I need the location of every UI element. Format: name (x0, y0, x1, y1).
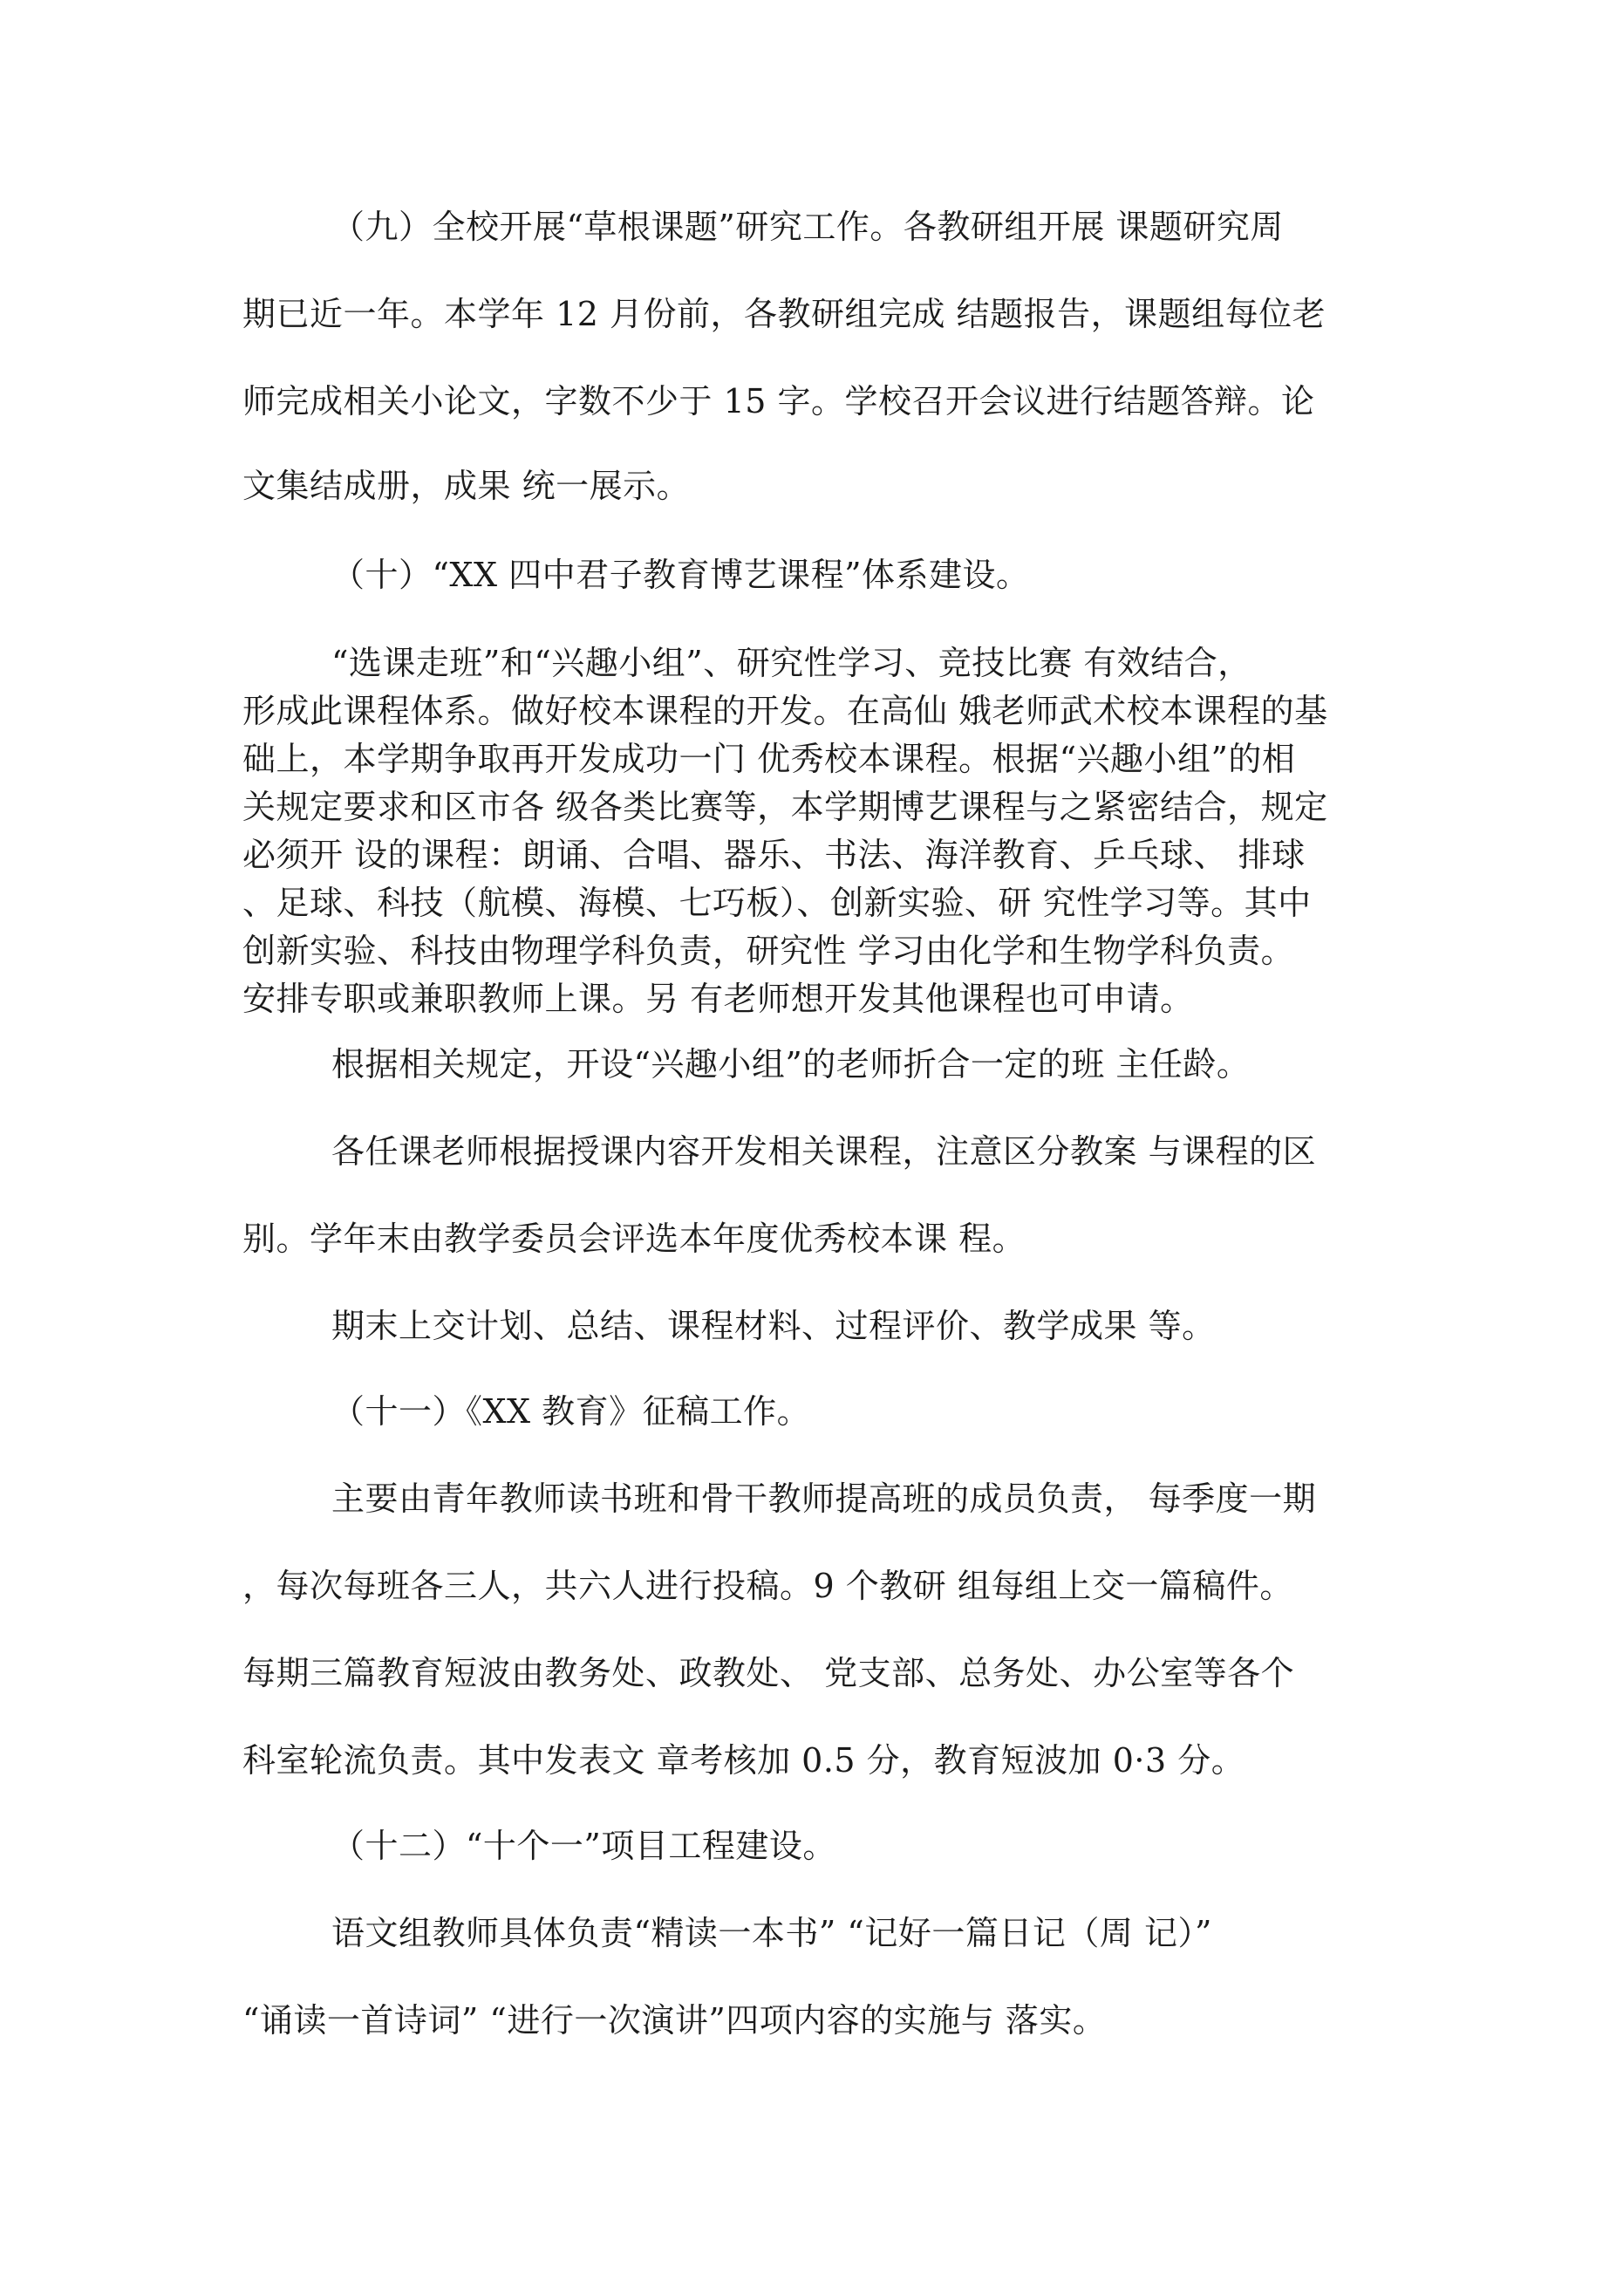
text-line: 必须开 设的课程：朗诵、合唱、器乐、书法、海洋教育、乒乓球、 排球 (242, 836, 1306, 874)
text-line: 期末上交计划、总结、课程材料、过程评价、教学成果 等。 (331, 1307, 1216, 1345)
text-line: 关规定要求和区市各 级各类比赛等，本学期博艺课程与之紧密结合，规定 (242, 788, 1328, 826)
text-line: 形成此课程体系。做好校本课程的开发。在高仙 娥老师武术校本课程的基 (242, 692, 1328, 730)
text-line: 别。学年末由教学委员会评选本年度优秀校本课 程。 (242, 1220, 1026, 1258)
text-line: 语文组教师具体负责“精读一本书” “记好一篇日记（周 记）” (331, 1914, 1212, 1952)
text-line: 科室轮流负责。其中发表文 章考核加 0.5 分，教育短波加 0·3 分。 (242, 1741, 1245, 1780)
section-heading: （十一）《XX 教育》征稿工作。 (331, 1392, 811, 1431)
text-line: 根据相关规定，开设“兴趣小组”的老师折合一定的班 主任龄。 (331, 1045, 1251, 1083)
text-line: 文集结成册，成果 统一展示。 (242, 467, 691, 505)
text-line: ，每次每班各三人，共六人进行投稿。9 个教研 组每组上交一篇稿件。 (242, 1567, 1293, 1605)
text-line: 师完成相关小论文，字数不少于 15 字。学校召开会议进行结题答辩。论 (242, 382, 1315, 420)
text-line: 、足球、科技（航模、海模、七巧板）、创新实验、研 究性学习等。其中 (242, 884, 1312, 922)
text-line: 础上，本学期争取再开发成功一门 优秀校本课程。根据“兴趣小组”的相 (242, 740, 1296, 778)
text-line: “选课走班”和“兴趣小组”、研究性学习、竞技比赛 有效结合， (331, 644, 1251, 682)
text-line: 安排专职或兼职教师上课。另 有老师想开发其他课程也可申请。 (242, 980, 1194, 1018)
text-line: 各任课老师根据授课内容开发相关课程，注意区分教案 与课程的区 (331, 1132, 1317, 1171)
text-line: 期已近一年。本学年 12 月份前，各教研组完成 结题报告，课题组每位老 (242, 295, 1326, 333)
text-line: （九）全校开展“草根课题”研究工作。各教研组开展 课题研究周 (331, 208, 1284, 246)
text-line: “诵读一首诗词” “进行一次演讲”四项内容的实施与 落实。 (242, 2001, 1107, 2040)
text-line: 创新实验、科技由物理学科负责，研究性 学习由化学和生物学科负责。 (242, 932, 1295, 970)
text-line: 每期三篇教育短波由教务处、政教处、 党支部、总务处、办公室等各个 (242, 1654, 1295, 1692)
section-heading: （十）“XX 四中君子教育博艺课程”体系建设。 (331, 556, 1030, 594)
text-line: 主要由青年教师读书班和骨干教师提高班的成员负责， 每季度一期 (331, 1479, 1317, 1518)
section-heading: （十二）“十个一”项目工程建设。 (331, 1827, 836, 1865)
